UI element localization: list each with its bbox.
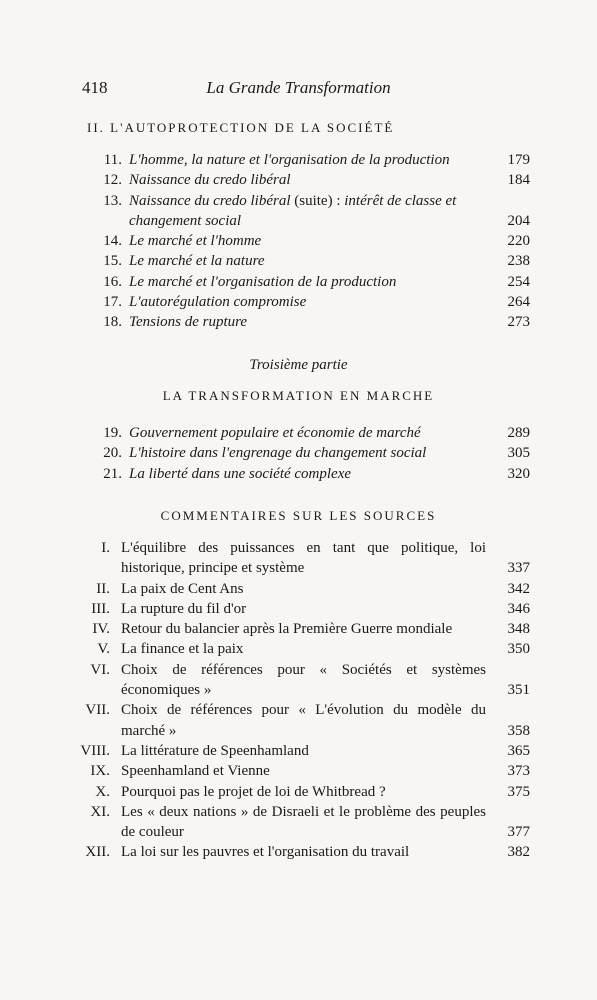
entry-number: III. [91,600,110,617]
entry-title: Speenhamland et Vienne [121,763,270,780]
entry-title: Choix de références pour « L'évolution du modèle du marché » [121,702,486,739]
entry-page: 377 [507,824,530,841]
entry-title: Retour du balancier après la Première Guerre mondiale [121,621,453,638]
entry-title: L'équilibre des puissances en tant que politique, loi historique, principe et système [121,540,486,577]
entry-title: Choix de références pour « Sociétés et systèmes économiques » [121,661,486,699]
toc-entry [80,782,530,802]
entry-page: 220 [507,233,530,250]
entry-title: Le marché et l'organisation de la production [129,273,397,290]
entry-number: 16. [103,273,122,290]
section-heading-sources: COMMENTAIRES SUR LES SOURCES [160,508,437,523]
entry-number: VIII. [80,742,110,759]
entry-number: XI. [90,803,110,820]
entry-page: 348 [507,621,530,638]
toc-entry [80,231,530,251]
entry-title: Tensions de rupture [129,314,248,331]
entry-title [129,191,486,232]
entry-number: 13. [103,192,122,209]
toc-entry [80,272,530,292]
entry-page: 179 [507,152,530,168]
entry-page: 254 [507,273,530,290]
toc-entry [80,251,530,271]
toc-entry [80,639,530,659]
entry-page: 358 [507,722,530,739]
entry-number: 15. [103,253,122,270]
entry-page: 350 [507,641,530,658]
entry-number: VI. [90,661,110,678]
section-heading-part2: II. L'AUTOPROTECTION DE LA SOCIÉTÉ [87,120,395,135]
section-heading-part3: LA TRANSFORMATION EN MARCHE [162,388,435,403]
entry-title: Pourquoi pas le projet de loi de Whitbread ? [121,783,386,800]
entry-title: La finance et la paix [121,641,244,658]
toc-entry [80,802,530,843]
entry-number: 20. [103,445,122,462]
entry-page: 375 [507,783,530,800]
entry-page: 337 [507,560,530,577]
toc-entry [80,599,530,619]
entry-title: Les « deux nations » de Disraeli et le problème des peuples de couleur [121,803,486,841]
entry-page: 365 [507,742,530,759]
entry-title: L'autorégulation compromise [129,294,307,311]
entry-page: 351 [507,682,530,699]
entry-page: 342 [507,580,530,597]
entry-title-part: (suite) : [290,192,345,209]
toc-entry [80,579,530,599]
entry-title: La rupture du fil d'or [121,600,247,617]
entry-title-part: Naissance du credo libéral [129,192,291,209]
entry-title: La loi sur les pauvres et l'organisation du travail [121,844,410,861]
entry-number: II. [96,580,110,597]
entry-title: Le marché et la nature [129,253,265,270]
entry-page: 373 [507,763,530,780]
entry-number: XII. [85,844,110,861]
toc-entry [80,741,530,761]
entry-page: 346 [507,600,530,617]
entry-title: Gouvernement populaire et économie de marché [129,425,421,441]
entry-number: X. [95,783,110,800]
entry-number: 21. [103,465,122,482]
entry-number: VII. [85,702,110,719]
toc-sources [80,538,530,863]
entry-number: IX. [90,763,110,780]
toc-part2 [80,150,530,333]
entry-number: 14. [103,233,122,250]
entry-number: 12. [103,172,122,189]
entry-page: 204 [507,212,530,229]
entry-page: 305 [507,445,530,462]
toc-part3 [80,423,530,484]
entry-page: 184 [507,172,530,189]
entry-page: 382 [507,844,530,861]
toc-entry [80,660,530,701]
entry-title: L'histoire dans l'engrenage du changement social [129,445,427,462]
entry-page: 273 [507,314,530,331]
entry-number: IV. [92,621,110,638]
entry-page: 238 [507,253,530,270]
toc-entry [80,842,530,862]
entry-title: Le marché et l'homme [129,233,262,250]
entry-title: L'homme, la nature et l'organisation de la production [129,152,450,168]
toc-entry [80,292,530,312]
toc-entry [80,761,530,781]
toc-entry [80,312,530,332]
toc-entry [80,150,530,170]
entry-title: La liberté dans une société complexe [129,465,352,482]
part-title: Troisième partie [249,357,348,373]
entry-title: La littérature de Speenhamland [121,742,309,759]
running-title: La Grande Transformation [206,78,391,97]
toc-entry [80,170,530,190]
entry-number: 17. [103,294,122,311]
entry-page: 264 [507,294,530,311]
toc-entry [80,700,530,741]
entry-number: I. [101,540,110,556]
toc-entry [80,464,530,484]
entry-number: 11. [103,152,122,168]
page-number: 418 [82,78,108,97]
entry-number: 19. [103,425,122,441]
entry-title-part: intérêt de classe et changement social [129,192,457,229]
toc-entry [80,191,530,232]
entry-page: 320 [507,465,530,482]
entry-number: 18. [103,314,122,331]
toc-entry [80,423,530,443]
entry-title: La paix de Cent Ans [121,580,244,597]
toc-entry [80,538,530,579]
toc-entry [80,443,530,463]
toc-entry [80,619,530,639]
entry-number: V. [97,641,110,658]
entry-page: 289 [507,425,530,441]
entry-title: Naissance du credo libéral [129,172,291,189]
